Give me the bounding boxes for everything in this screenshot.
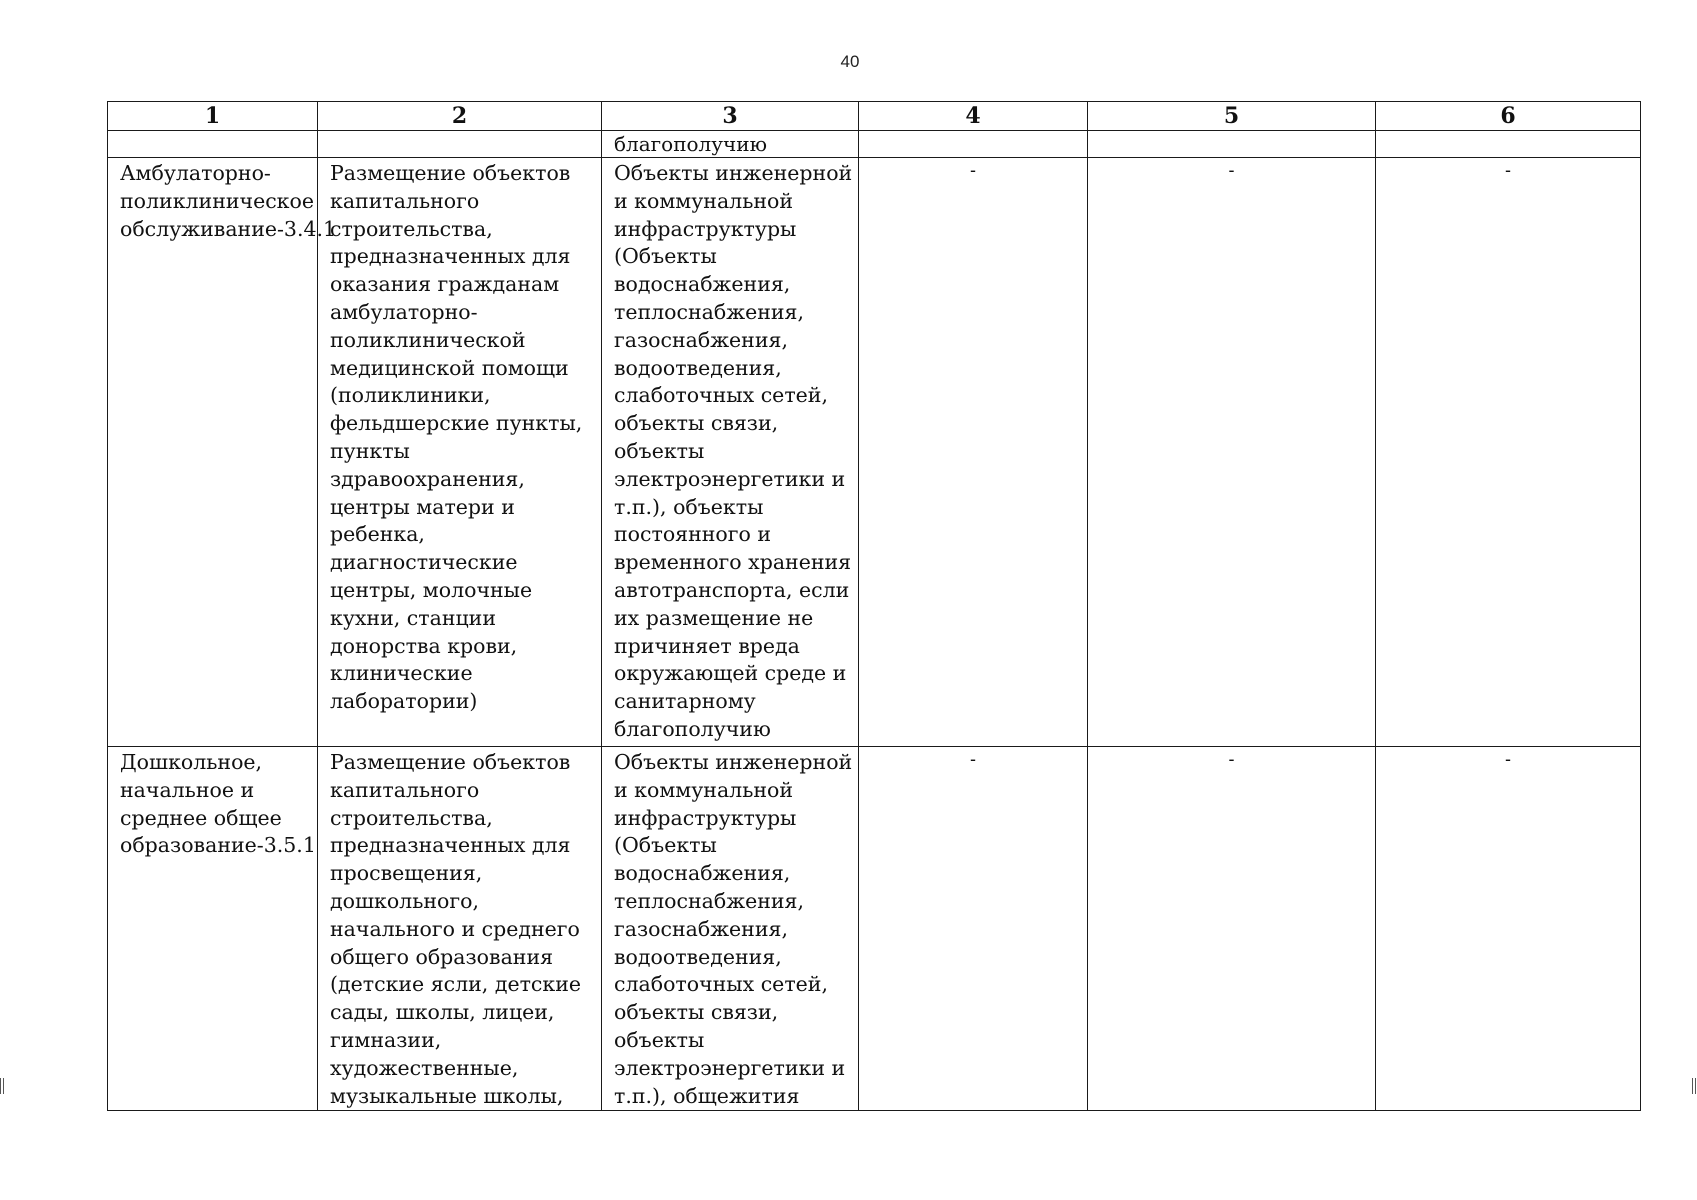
continuation-row bbox=[108, 131, 1641, 158]
column-header-6: 6 bbox=[1376, 102, 1641, 131]
description-cell: Размещение объектов капитального строительства, предназначенных для просвещения, дошкольного, начального и среднего общего образования (детские ясли, детские сады, школы, лицеи, гимназии, художественные, музыкальные школы, bbox=[318, 747, 602, 1111]
table-header-row bbox=[108, 102, 1641, 131]
continuation-cell-4 bbox=[859, 131, 1088, 158]
use-type-cell: Дошкольное, начальное и среднее общее образование-3.5.1 bbox=[108, 747, 318, 1111]
page-number: 40 bbox=[840, 52, 860, 71]
param-cell-4: - bbox=[859, 158, 1088, 747]
column-header-4: 4 bbox=[859, 102, 1088, 131]
column-header-5: 5 bbox=[1088, 102, 1376, 131]
right-margin-mark bbox=[1692, 1078, 1696, 1094]
continuation-cell-5 bbox=[1088, 131, 1376, 158]
description-cell: Размещение объектов капитального строительства, предназначенных для оказания гражданам амбулаторно-поликлинической медицинской помощи (поликлиники, фельдшерские пункты, пункты здравоохранения, центры матери и ребенка, диагностические центры, молочные кухни, станции донорства крови, клинические лаборатории) bbox=[318, 158, 602, 747]
continuation-cell-3: благополучию bbox=[602, 131, 859, 158]
param-cell-5: - bbox=[1088, 747, 1376, 1111]
continuation-cell-2 bbox=[318, 131, 602, 158]
column-header-3: 3 bbox=[602, 102, 859, 131]
param-cell-6: - bbox=[1376, 158, 1641, 747]
table-row bbox=[108, 747, 1641, 1111]
land-use-table bbox=[107, 101, 1641, 1111]
use-type-cell: Амбулаторно-поликлиническое обслуживание-3.4.1 bbox=[108, 158, 318, 747]
param-cell-5: - bbox=[1088, 158, 1376, 747]
continuation-cell-1 bbox=[108, 131, 318, 158]
param-cell-6: - bbox=[1376, 747, 1641, 1111]
table-row bbox=[108, 158, 1641, 747]
auxiliary-use-cell: Объекты инженерной и коммунальной инфраструктуры (Объекты водоснабжения, теплоснабжения, газоснабжения, водоотведения, слаботочных сетей, объекты связи, объекты электроэнергетики и т.п.), общежития bbox=[602, 747, 859, 1111]
auxiliary-use-cell: Объекты инженерной и коммунальной инфраструктуры (Объекты водоснабжения, теплоснабжения, газоснабжения, водоотведения, слаботочных сетей, объекты связи, объекты электроэнергетики и т.п.), объекты постоянного и временного хранения автотранспорта, если их размещение не причиняет вреда окружающей среде и санитарному благополучию bbox=[602, 158, 859, 747]
column-header-1: 1 bbox=[108, 102, 318, 131]
column-header-2: 2 bbox=[318, 102, 602, 131]
param-cell-4: - bbox=[859, 747, 1088, 1111]
left-margin-mark bbox=[0, 1078, 4, 1094]
continuation-cell-6 bbox=[1376, 131, 1641, 158]
